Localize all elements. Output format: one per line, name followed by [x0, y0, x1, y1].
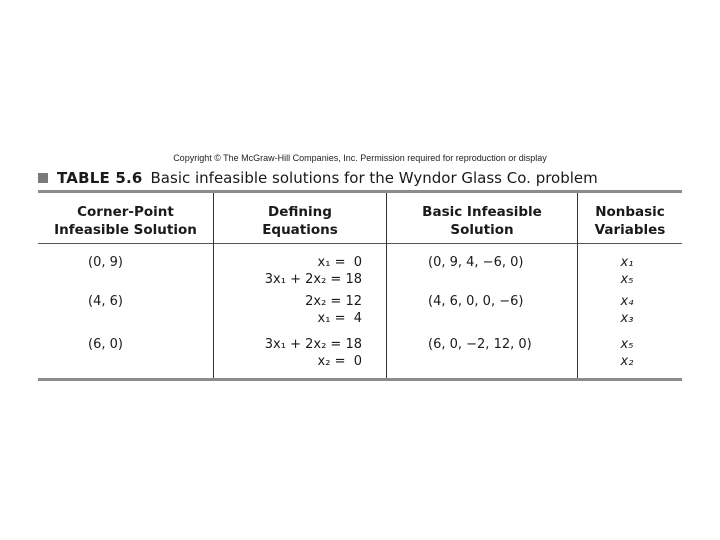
square-bullet-icon — [38, 173, 48, 183]
header-nonbasic-variables: Nonbasic Variables — [594, 204, 666, 238]
copyright-notice: Copyright © The McGraw-Hill Companies, Inc. Permission required for reproduction or display — [173, 153, 547, 163]
table-cell-solution: (4, 6, 0, 0, −6) — [428, 294, 524, 309]
table-cell-solution: (6, 0, −2, 12, 0) — [428, 337, 532, 352]
table-cell-corner-point: (0, 9) — [88, 255, 123, 270]
table-bottom-rule — [38, 378, 682, 381]
table-cell-nonbasic: x₁ — [620, 255, 634, 270]
table-cell-equation: 2x₂ = 12 — [305, 294, 362, 309]
table-header-rule — [38, 243, 682, 244]
table-cell-corner-point: (4, 6) — [88, 294, 123, 309]
table-cell-nonbasic: x₅ — [620, 272, 634, 287]
table-cell-equation: x₁ = 4 — [317, 311, 362, 326]
table-cell-equation: 3x₁ + 2x₂ = 18 — [264, 337, 362, 352]
table-label: TABLE 5.6 — [57, 169, 143, 187]
table-cell-corner-point: (6, 0) — [88, 337, 123, 352]
table-cell-nonbasic: x₃ — [620, 311, 634, 326]
table-cell-solution: (0, 9, 4, −6, 0) — [428, 255, 524, 270]
table-cell-equation: x₂ = 0 — [317, 354, 362, 369]
table-cell-nonbasic: x₅ — [620, 337, 634, 352]
table-caption: Basic infeasible solutions for the Wyndor Glass Co. problem — [150, 169, 598, 187]
table-top-rule — [38, 190, 682, 193]
table-cell-equation: x₁ = 0 — [317, 255, 362, 270]
table-cell-nonbasic: x₂ — [620, 354, 634, 369]
table-cell-equation: 3x₁ + 2x₂ = 18 — [264, 272, 362, 287]
header-corner-point: Corner-Point Infeasible Solution — [54, 204, 197, 238]
table-cell-nonbasic: x₄ — [620, 294, 634, 309]
header-basic-infeasible-solution: Basic Infeasible Solution — [422, 204, 542, 238]
table-title — [38, 168, 598, 188]
header-defining-equations: Defining Equations — [262, 204, 338, 238]
